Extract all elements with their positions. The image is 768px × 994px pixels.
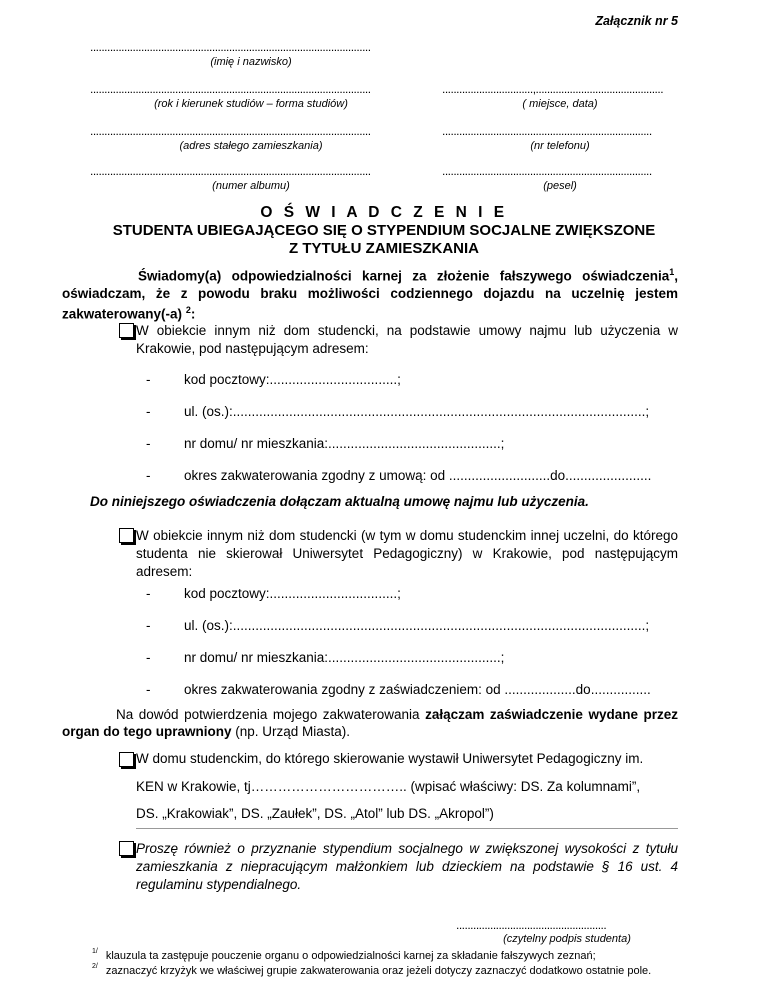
option-4-text: Proszę również o przyznanie stypendium socjalnego w zwiększonej wysokości z tytułu zamieszkania z niepracującym małżonkiem lub dzieckiem na podstawie § 16 ust. 4 regulaminu stypendialnego.: [136, 841, 678, 892]
dash: -: [146, 586, 151, 601]
postal-code-field[interactable]: kod pocztowy:..................................;: [184, 586, 401, 601]
option-1-checkbox[interactable]: [119, 323, 134, 338]
dash: -: [146, 682, 151, 697]
proof-text-2: (np. Urząd Miasta).: [231, 724, 351, 739]
option-1-item: [146, 372, 401, 387]
name-caption: (imię i nazwisko): [210, 56, 292, 68]
option-3-line-1: W domu studenckim, do którego skierowanie wystawił Uniwersytet Pedagogiczny im.: [136, 751, 644, 766]
stay-period-field[interactable]: okres zakwaterowania zgodny z umową: od ...........................do.......................: [184, 468, 652, 483]
footnote-2: [92, 965, 651, 977]
postal-code-field[interactable]: kod pocztowy:..................................;: [184, 372, 401, 387]
dash: -: [146, 468, 151, 483]
option-1-note: Do niniejszego oświadczenia dołączam aktualną umowę najmu lub użyczenia.: [90, 494, 589, 509]
signature-caption: (czytelny podpis studenta): [503, 933, 631, 945]
phone-field[interactable]: ..........................................................................: [442, 124, 652, 138]
place-date-field[interactable]: ................................,.............................................: [442, 82, 664, 96]
signature-field[interactable]: .....................................................: [456, 918, 607, 932]
place-date-caption: ( miejsce, data): [522, 98, 598, 110]
option-3-line-3: DS. „Krakowiak”, DS. „Zaułek”, DS. „Atol” lub DS. „Akropol”): [136, 806, 494, 821]
study-field[interactable]: ...................................................................................................: [90, 82, 371, 96]
dash: -: [146, 650, 151, 665]
dash: -: [146, 618, 151, 633]
footnote-1: [92, 950, 596, 962]
stay-period-field[interactable]: okres zakwaterowania zgodny z zaświadczeniem: od ...................do................: [184, 682, 651, 697]
option-2-checkbox[interactable]: [119, 528, 134, 543]
option-2-item: [146, 586, 401, 601]
title-line-3: Z TYTUŁU ZAMIESZKANIA: [289, 240, 479, 257]
option-1-item: [146, 436, 504, 451]
option-1-item: [146, 404, 649, 419]
name-field[interactable]: ...................................................................................................: [90, 40, 371, 54]
intro-text-1: Świadomy(a) odpowiedzialności karnej za złożenie fałszywego oświadczenia: [138, 268, 670, 284]
option-2-item: [146, 618, 649, 633]
address-caption: (adres stałego zamieszkania): [179, 140, 323, 152]
title-line-1: O Ś W I A D C Z E N I E: [260, 204, 508, 221]
dash: -: [146, 372, 151, 387]
dash: -: [146, 436, 151, 451]
house-number-field[interactable]: nr domu/ nr mieszkania:..............................................;: [184, 650, 505, 665]
intro-statement: [62, 264, 678, 322]
footnote-text: zaznaczyć krzyżyk we właściwej grupie zakwaterowania oraz jeżeli dotyczy zaznaczyć dodatkowo ostatnie pole.: [105, 965, 652, 977]
option-2-text: W obiekcie innym niż dom studencki (w tym w domu studenckim innej uczelni, do którego studenta nie skierował Uniwersytet Pedagogiczny) w Krakowie, pod następującym adresem:: [136, 528, 678, 579]
option-2-proof: [62, 706, 678, 740]
option-1-item: [146, 468, 651, 483]
pesel-caption: (pesel): [543, 180, 577, 192]
dash: -: [146, 404, 151, 419]
document-title: [60, 204, 708, 258]
intro-text-2: , oświadczam, że z powodu braku możliwości codziennego dojazdu na uczelnię jestem zakwaterowany(-a): [62, 268, 678, 321]
footnote-ref-1: 1: [669, 267, 675, 277]
phone-caption: (nr telefonu): [530, 140, 590, 152]
footnote-ref-2: 2: [185, 304, 191, 315]
option-4-checkbox[interactable]: [119, 841, 134, 856]
attachment-label: Załącznik nr 5: [595, 14, 678, 28]
proof-text-bold: załączam zaświadczenie wydane przez organ do tego uprawniony: [62, 707, 679, 739]
album-caption: (numer albumu): [212, 180, 290, 192]
option-2-item: [146, 650, 504, 665]
album-field[interactable]: ...................................................................................................: [90, 164, 371, 178]
footnote-text: klauzula ta zastępuje pouczenie organu o odpowiedzialności karnej za składanie fałszywych zeznań;: [105, 950, 596, 962]
street-field[interactable]: ul. (os.):..............................................................................................................;: [184, 404, 650, 419]
footnote-mark: 2/: [92, 963, 98, 970]
intro-text-3: :: [190, 306, 196, 321]
proof-text-1: Na dowód potwierdzenia mojego zakwaterowania: [116, 707, 426, 722]
pesel-field[interactable]: ..........................................................................: [442, 164, 652, 178]
divider: [136, 828, 678, 829]
option-1-text: W obiekcie innym niż dom studencki, na podstawie umowy najmu lub użyczenia w Krakowie, pod następującym adresem:: [136, 323, 678, 356]
study-caption: (rok i kierunek studiów – forma studiów): [154, 98, 348, 110]
option-3-checkbox[interactable]: [119, 752, 134, 767]
address-field[interactable]: ...................................................................................................: [90, 124, 371, 138]
street-field[interactable]: ul. (os.):..............................................................................................................;: [184, 618, 650, 633]
footnote-mark: 1/: [92, 948, 98, 955]
option-2-item: [146, 682, 651, 697]
title-line-2: STUDENTA UBIEGAJĄCEGO SIĘ O STYPENDIUM SOCJALNE ZWIĘKSZONE: [112, 222, 656, 239]
option-3-line-2: KEN w Krakowie, tj…………………………….. (wpisać właściwy: DS. Za kolumnami”,: [136, 779, 641, 794]
house-number-field[interactable]: nr domu/ nr mieszkania:..............................................;: [184, 436, 505, 451]
